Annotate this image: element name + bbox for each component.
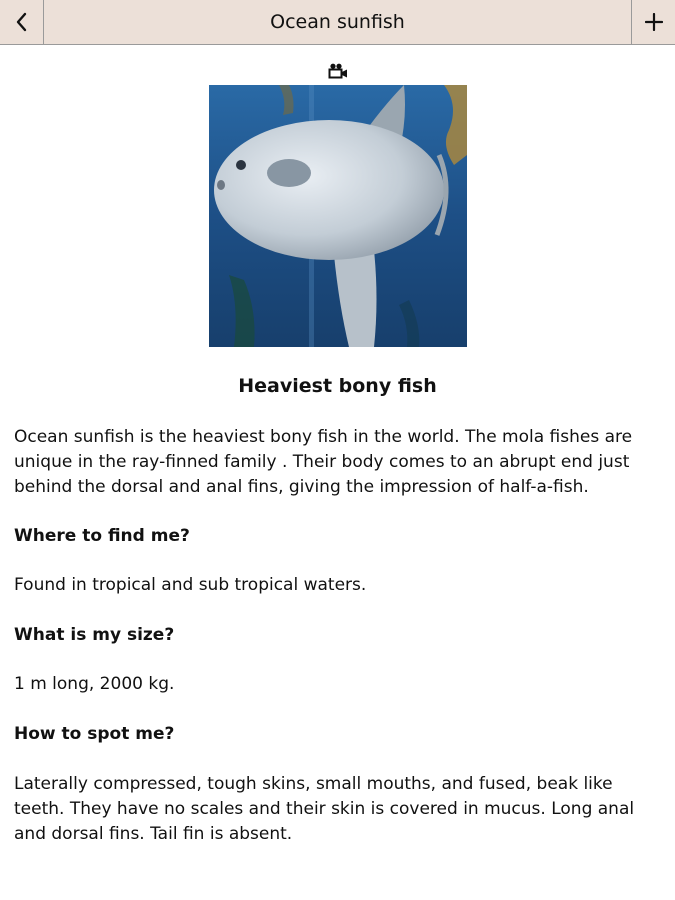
section-body-size: 1 m long, 2000 kg. <box>14 674 175 694</box>
navigation-bar <box>0 0 675 45</box>
video-camera-icon[interactable] <box>328 63 348 79</box>
page-title: Ocean sunfish <box>270 11 405 33</box>
chevron-left-icon <box>15 12 29 32</box>
section-title-habitat: Where to find me? <box>14 526 190 546</box>
section-body-identification: Laterally compressed, tough skins, small mouths, and fused, beak like teeth. They have no scales and their skin is covered in mucus. Long anal and dorsal fins. Tail fin is absent. <box>14 774 635 844</box>
plus-icon <box>645 13 663 31</box>
intro-paragraph: Ocean sunfish is the heaviest bony fish in the world. The mola fishes are unique in the ray-finned family . Their body comes to an abrupt end just behind the dorsal and anal fins, giving the impression of half-a-fish. <box>14 427 633 497</box>
article-body <box>0 425 675 847</box>
section-title-size: What is my size? <box>14 625 175 645</box>
section-title-identification: How to spot me? <box>14 724 175 744</box>
add-button[interactable] <box>631 0 675 44</box>
ocean-sunfish-photo <box>209 85 467 347</box>
back-button[interactable] <box>0 0 44 44</box>
article-heading: Heaviest bony fish <box>238 375 437 397</box>
video-link[interactable] <box>0 45 675 79</box>
section-body-habitat: Found in tropical and sub tropical waters. <box>14 575 367 595</box>
